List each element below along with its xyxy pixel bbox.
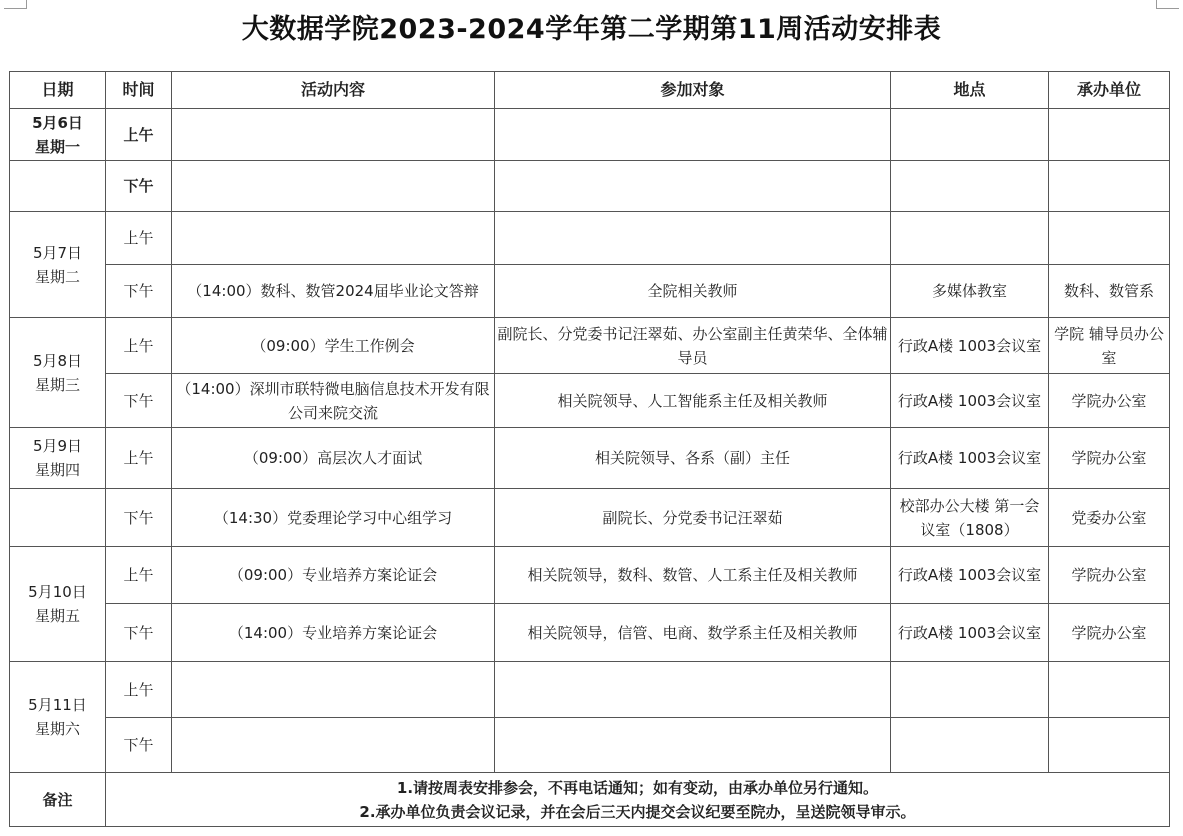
participants-cell	[495, 109, 891, 161]
page-title: 大数据学院2023-2024学年第二学期第11周活动安排表	[241, 14, 942, 45]
time-cell: 上午	[106, 662, 172, 718]
weekday-label: 星期三	[34, 375, 80, 394]
content-cell	[172, 212, 495, 265]
weekday-label: 星期一	[34, 137, 80, 156]
date-label: 5月10日	[28, 583, 87, 601]
time-cell: 上午	[106, 212, 172, 265]
date-label: 5月8日	[32, 351, 83, 370]
organizer-cell: 学院办公室	[1049, 428, 1170, 489]
organizer-cell	[1049, 161, 1170, 212]
content-cell: （14:00）专业培养方案论证会	[172, 604, 495, 662]
time-cell: 下午	[106, 161, 172, 212]
table-row	[10, 662, 1170, 718]
table-row	[10, 161, 1170, 212]
content-cell	[172, 109, 495, 161]
location-cell	[891, 161, 1049, 212]
date-cell	[10, 161, 106, 212]
weekday-label: 星期四	[34, 461, 80, 479]
location-cell: 行政A楼 1003会议室	[891, 604, 1049, 662]
date-label: 5月6日	[32, 113, 83, 132]
participants-cell: 副院长、分党委书记汪翠茹	[495, 489, 891, 547]
time-cell: 上午	[106, 318, 172, 374]
date-cell	[10, 318, 106, 428]
notes-row	[10, 773, 1170, 827]
header-date: 日期	[10, 72, 106, 109]
note-line-2: 2.承办单位负责会议记录，并在会后三天内提交会议纪要至院办，呈送院领导审示。	[359, 802, 916, 821]
date-label: 5月7日	[32, 243, 83, 262]
organizer-cell: 学院 辅导员办公室	[1049, 318, 1170, 374]
location-cell	[891, 109, 1049, 161]
date-cell	[10, 662, 106, 773]
organizer-cell: 党委办公室	[1049, 489, 1170, 547]
content-cell: （09:00）专业培养方案论证会	[172, 547, 495, 604]
time-cell: 上午	[106, 428, 172, 489]
time-cell: 下午	[106, 489, 172, 547]
content-cell	[172, 718, 495, 773]
date-label: 5月9日	[32, 437, 83, 455]
content-cell: （14:00）深圳市联特微电脑信息技术开发有限公司来院交流	[172, 374, 495, 428]
location-cell	[891, 662, 1049, 718]
date-cell	[10, 212, 106, 318]
table-row	[10, 374, 1170, 428]
location-cell: 校部办公大楼 第一会议室（1808）	[891, 489, 1049, 547]
content-cell: （14:00）数科、数管2024届毕业论文答辩	[172, 265, 495, 318]
location-cell: 行政A楼 1003会议室	[891, 428, 1049, 489]
location-cell	[891, 212, 1049, 265]
content-cell	[172, 662, 495, 718]
date-label: 5月11日	[28, 696, 87, 714]
participants-cell	[495, 718, 891, 773]
table-row	[10, 428, 1170, 489]
weekday-label: 星期五	[34, 607, 80, 625]
organizer-cell: 学院办公室	[1049, 604, 1170, 662]
notes-cell	[106, 773, 1170, 827]
time-cell: 下午	[106, 374, 172, 428]
participants-cell	[495, 212, 891, 265]
date-cell	[10, 109, 106, 161]
table-row	[10, 212, 1170, 265]
location-cell: 行政A楼 1003会议室	[891, 547, 1049, 604]
participants-cell: 副院长、分党委书记汪翠茹、办公室副主任黄荣华、全体辅导员	[495, 318, 891, 374]
organizer-cell	[1049, 212, 1170, 265]
participants-cell: 相关院领导、人工智能系主任及相关教师	[495, 374, 891, 428]
organizer-cell: 学院办公室	[1049, 374, 1170, 428]
participants-cell: 相关院领导、各系（副）主任	[495, 428, 891, 489]
table-row	[10, 109, 1170, 161]
time-cell: 上午	[106, 109, 172, 161]
participants-cell	[495, 161, 891, 212]
content-cell: （14:30）党委理论学习中心组学习	[172, 489, 495, 547]
content-cell	[172, 161, 495, 212]
table-row	[10, 604, 1170, 662]
participants-cell: 相关院领导，信管、电商、数学系主任及相关教师	[495, 604, 891, 662]
notes-label: 备注	[10, 773, 106, 827]
table-row	[10, 489, 1170, 547]
header-location: 地点	[891, 72, 1049, 109]
header-content: 活动内容	[172, 72, 495, 109]
date-cell	[10, 489, 106, 547]
header-organizer: 承办单位	[1049, 72, 1170, 109]
organizer-cell	[1049, 109, 1170, 161]
time-cell: 下午	[106, 718, 172, 773]
participants-cell: 相关院领导，数科、数管、人工系主任及相关教师	[495, 547, 891, 604]
content-cell: （09:00）高层次人才面试	[172, 428, 495, 489]
date-cell	[10, 428, 106, 489]
location-cell: 多媒体教室	[891, 265, 1049, 318]
weekday-label: 星期二	[34, 267, 80, 286]
header-participants: 参加对象	[495, 72, 891, 109]
time-cell: 下午	[106, 265, 172, 318]
organizer-cell: 数科、数管系	[1049, 265, 1170, 318]
time-cell: 上午	[106, 547, 172, 604]
location-cell: 行政A楼 1003会议室	[891, 374, 1049, 428]
table-row	[10, 547, 1170, 604]
content-cell: （09:00）学生工作例会	[172, 318, 495, 374]
organizer-cell	[1049, 662, 1170, 718]
participants-cell: 全院相关教师	[495, 265, 891, 318]
location-cell	[891, 718, 1049, 773]
organizer-cell	[1049, 718, 1170, 773]
schedule-table	[9, 71, 1170, 827]
table-row	[10, 718, 1170, 773]
time-cell: 下午	[106, 604, 172, 662]
weekday-label: 星期六	[34, 720, 80, 738]
date-cell	[10, 547, 106, 662]
location-cell: 行政A楼 1003会议室	[891, 318, 1049, 374]
note-line-1: 1.请按周表安排参会，不再电话通知；如有变动，由承办单位另行通知。	[396, 778, 879, 797]
header-time: 时间	[106, 72, 172, 109]
table-header-row	[10, 72, 1170, 109]
table-row	[10, 318, 1170, 374]
organizer-cell: 学院办公室	[1049, 547, 1170, 604]
table-row	[10, 265, 1170, 318]
participants-cell	[495, 662, 891, 718]
